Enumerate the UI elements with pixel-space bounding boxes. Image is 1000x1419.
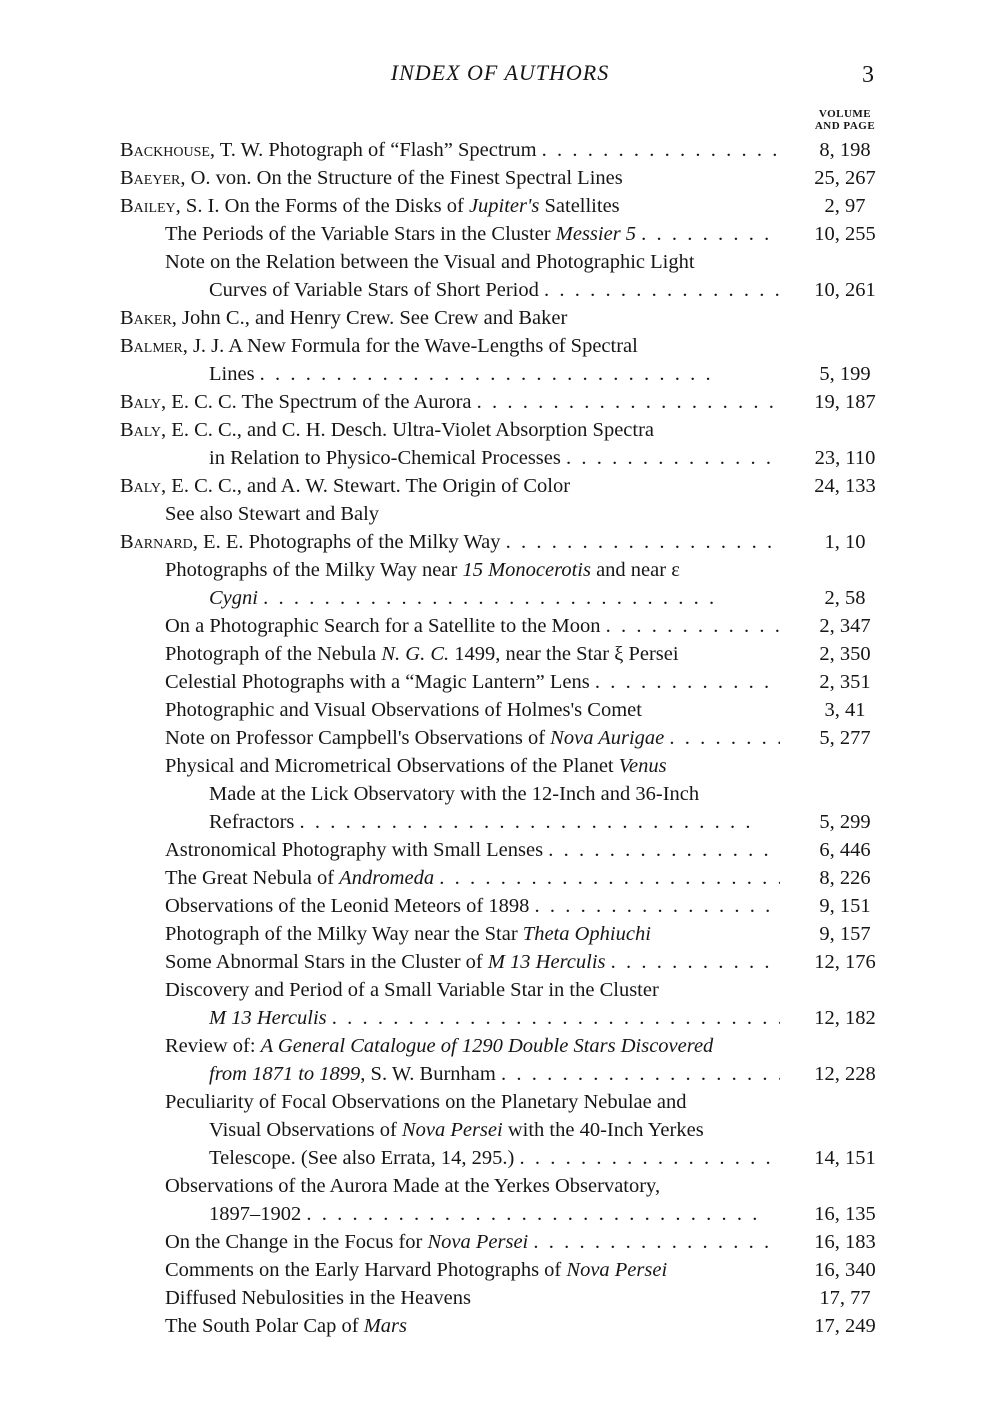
entry-italic: A General Catalogue of 1290 Double Stars Discovered [260, 1035, 714, 1057]
entry-title: Note on the Relation between the Visual and Photographic Light [165, 251, 695, 273]
volume-header-line: VOLUME [818, 108, 872, 120]
entry-title: Photograph of the Milky Way near the Star [165, 923, 523, 945]
volume-page: 2, 347 [819, 615, 871, 637]
dot-leader [664, 727, 780, 749]
entry-title: Telescope. (See also Errata, 14, 295.) [209, 1147, 515, 1169]
entry-text [120, 528, 780, 556]
entry-title: The South Polar Cap of [165, 1315, 364, 1337]
entry-text [120, 192, 780, 220]
entry-title: Comments on the Early Harvard Photographs of [165, 1259, 567, 1281]
entry-text [165, 1172, 780, 1200]
entry-title: Visual Observations of [209, 1119, 402, 1141]
entry-title: Diffused Nebulosities in the Heavens [165, 1287, 471, 1309]
volume-page: 2, 97 [824, 195, 866, 217]
volume-page: 16, 183 [814, 1231, 876, 1253]
entry-italic: Theta Ophiuchi [522, 923, 651, 945]
entry-text [165, 248, 780, 276]
entry-text [165, 1312, 780, 1340]
entry-title: , S. I. On the Forms of the Disks of [175, 195, 469, 217]
author-name: Baker [120, 307, 172, 329]
entry-title: Celestial Photographs with a “Magic Lantern” Lens [165, 671, 590, 693]
entry-title: Review of: [165, 1035, 261, 1057]
entry-text [165, 640, 780, 668]
entry-title: Photograph of the Nebula [165, 643, 382, 665]
volume-page: 2, 351 [819, 671, 871, 693]
entry-title: Refractors [209, 811, 295, 833]
entry-italic: M 13 Herculis [487, 951, 606, 973]
entry-text [165, 892, 780, 920]
index-entry [0, 388, 1000, 416]
entry-text [165, 836, 780, 864]
index-entry [0, 1228, 1000, 1256]
index-entry [0, 1032, 1000, 1060]
index-entry [0, 976, 1000, 1004]
index-entry [0, 1256, 1000, 1284]
volume-page: 19, 187 [814, 391, 876, 413]
index-entry [0, 1116, 1000, 1144]
entry-text [209, 1200, 780, 1228]
entry-text [165, 1228, 780, 1256]
entry-text [165, 1284, 780, 1312]
entry-title: On a Photographic Search for a Satellite to the Moon [165, 615, 601, 637]
dot-leader [601, 615, 780, 637]
index-entry [0, 220, 1000, 248]
entry-text [120, 416, 780, 444]
index-entry [0, 808, 1000, 836]
dot-leader [514, 1147, 780, 1169]
author-name: Baly [120, 419, 162, 441]
dot-leader [561, 447, 780, 469]
index-entry [0, 724, 1000, 752]
volume-page-header [805, 108, 885, 132]
entry-text [209, 808, 780, 836]
entry-title: Lines [209, 363, 255, 385]
dot-leader [258, 587, 714, 609]
entry-title: Note on Professor Campbell's Observations of [165, 727, 551, 749]
entry-italic: Nova Persei [566, 1259, 668, 1281]
volume-page: 8, 226 [819, 867, 871, 889]
entry-text [120, 472, 780, 500]
entry-text [165, 220, 780, 248]
entry-italic: N. G. C. [381, 643, 450, 665]
volume-page: 23, 110 [814, 447, 876, 469]
volume-page: 16, 135 [814, 1203, 876, 1225]
index-entries [0, 136, 1000, 1340]
entry-title: Discovery and Period of a Small Variable Star in the Cluster [165, 979, 659, 1001]
entry-title: 1897–1902 [209, 1203, 302, 1225]
volume-page: 1, 10 [824, 531, 866, 553]
entry-title-continued: and near ε [590, 559, 680, 581]
index-entry [0, 584, 1000, 612]
dot-leader [301, 1203, 757, 1225]
author-name: Barnard [120, 531, 193, 553]
volume-page: 17, 77 [819, 1287, 871, 1309]
index-entry [0, 528, 1000, 556]
dot-leader [294, 811, 750, 833]
author-name: Bailey [120, 195, 176, 217]
entry-title: Curves of Variable Stars of Short Period [209, 279, 539, 301]
volume-page: 6, 446 [819, 839, 871, 861]
index-entry [0, 948, 1000, 976]
volume-page: 17, 249 [814, 1315, 876, 1337]
entry-title: , E. C. C., and A. W. Stewart. The Origin of Color [161, 475, 571, 497]
entry-text [209, 360, 780, 388]
entry-title: Observations of the Leonid Meteors of 1898 [165, 895, 530, 917]
entry-text [165, 1256, 780, 1284]
dot-leader [528, 1231, 780, 1253]
page-header-line: AND PAGE [814, 120, 876, 132]
entry-italic: from 1871 to 1899 [209, 1063, 361, 1085]
volume-page: 9, 157 [819, 923, 871, 945]
entry-italic: M 13 Herculis [209, 1007, 327, 1029]
volume-page: 12, 228 [814, 1063, 876, 1085]
entry-title: Photographs of the Milky Way near [165, 559, 463, 581]
entry-title-continued: , S. W. Burnham [360, 1063, 496, 1085]
entry-text [209, 444, 780, 472]
dot-leader [590, 671, 780, 693]
volume-page: 5, 299 [819, 811, 871, 833]
volume-page: 12, 176 [814, 951, 876, 973]
entry-text [165, 1088, 780, 1116]
entry-text [165, 948, 780, 976]
dot-leader [529, 895, 780, 917]
entry-title: Observations of the Aurora Made at the Yerkes Observatory, [165, 1175, 661, 1197]
index-entry [0, 892, 1000, 920]
entry-text [120, 332, 780, 360]
entry-title: Peculiarity of Focal Observations on the Planetary Nebulae and [165, 1091, 687, 1113]
index-entry [0, 556, 1000, 584]
entry-italic: Jupiter's [468, 195, 540, 217]
entry-italic: Mars [363, 1315, 408, 1337]
entry-title-continued: 1499, near the Star ξ Persei [449, 643, 679, 665]
author-name: Backhouse [120, 139, 210, 161]
entry-text [120, 388, 780, 416]
index-entry [0, 1144, 1000, 1172]
index-entry [0, 1284, 1000, 1312]
index-entry [0, 332, 1000, 360]
entry-text [165, 920, 780, 948]
index-entry [0, 1312, 1000, 1340]
entry-title: , E. C. C., and C. H. Desch. Ultra-Violet Absorption Spectra [161, 419, 655, 441]
entry-italic: Nova Persei [401, 1119, 503, 1141]
author-name: Baeyer [120, 167, 181, 189]
entry-text [165, 500, 780, 528]
entry-title: On the Change in the Focus for [165, 1231, 428, 1253]
entry-title: The Great Nebula of [165, 867, 340, 889]
volume-page: 12, 182 [814, 1007, 876, 1029]
volume-page: 8, 198 [819, 139, 871, 161]
index-entry [0, 864, 1000, 892]
index-entry [0, 416, 1000, 444]
index-entry [0, 836, 1000, 864]
page-number: 3 [862, 62, 874, 88]
entry-title: , E. E. Photographs of the Milky Way [192, 531, 501, 553]
entry-title-continued: Satellites [539, 195, 620, 217]
entry-text [209, 276, 780, 304]
index-entry [0, 192, 1000, 220]
dot-leader [472, 391, 780, 413]
entry-text [165, 1032, 780, 1060]
volume-page: 5, 199 [819, 363, 871, 385]
index-entry [0, 304, 1000, 332]
volume-page: 5, 277 [819, 727, 871, 749]
dot-leader [434, 867, 780, 889]
index-entry [0, 1088, 1000, 1116]
entry-italic: Cygni [209, 587, 258, 609]
index-entry [0, 248, 1000, 276]
entry-title: Astronomical Photography with Small Lenses [165, 839, 544, 861]
index-entry [0, 668, 1000, 696]
entry-text [165, 556, 780, 584]
volume-page: 24, 133 [814, 475, 876, 497]
entry-title: Some Abnormal Stars in the Cluster of [165, 951, 488, 973]
index-entry [0, 1200, 1000, 1228]
entry-text [165, 612, 780, 640]
entry-title: Made at the Lick Observatory with the 12-Inch and 36-Inch [209, 783, 700, 805]
entry-italic: Messier 5 [555, 223, 637, 245]
entry-text [209, 1144, 780, 1172]
entry-title: Physical and Micrometrical Observations of the Planet [165, 755, 619, 777]
entry-text [209, 1004, 780, 1032]
index-entry [0, 500, 1000, 528]
volume-page: 10, 255 [814, 223, 876, 245]
volume-page: 3, 41 [824, 699, 866, 721]
entry-title: , E. C. C. The Spectrum of the Aurora [161, 391, 472, 413]
entry-title: , T. W. Photograph of “Flash” Spectrum [209, 139, 537, 161]
index-entry [0, 136, 1000, 164]
entry-italic: Venus [618, 755, 667, 777]
dot-leader [539, 279, 780, 301]
dot-leader [543, 839, 780, 861]
entry-text [165, 696, 780, 724]
dot-leader [327, 1007, 780, 1029]
entry-title: The Periods of the Variable Stars in the Cluster [165, 223, 556, 245]
entry-text [209, 584, 780, 612]
entry-text [165, 976, 780, 1004]
entry-text [165, 752, 780, 780]
entry-text [120, 136, 780, 164]
entry-italic: Nova Aurigae [550, 727, 665, 749]
entry-text [209, 780, 780, 808]
volume-page: 9, 151 [819, 895, 871, 917]
entry-italic: Nova Persei [427, 1231, 529, 1253]
index-entry [0, 164, 1000, 192]
index-entry [0, 640, 1000, 668]
entry-title: See also Stewart and Baly [165, 503, 380, 525]
entry-text [165, 864, 780, 892]
volume-page: 10, 261 [814, 279, 876, 301]
entry-text [120, 164, 780, 192]
entry-title-continued: with the 40-Inch Yerkes [502, 1119, 704, 1141]
index-entry [0, 360, 1000, 388]
entry-text [120, 304, 780, 332]
entry-title: , O. von. On the Structure of the Finest Spectral Lines [180, 167, 623, 189]
dot-leader [537, 139, 780, 161]
index-entry [0, 752, 1000, 780]
index-entry [0, 1172, 1000, 1200]
index-entry [0, 696, 1000, 724]
entry-title: Photographic and Visual Observations of Holmes's Comet [165, 699, 642, 721]
entry-text [209, 1116, 780, 1144]
dot-leader [606, 951, 780, 973]
author-name: Baly [120, 391, 162, 413]
dot-leader [636, 223, 780, 245]
index-entry [0, 1060, 1000, 1088]
entry-text [165, 668, 780, 696]
dot-leader [255, 363, 711, 385]
index-entry [0, 1004, 1000, 1032]
entry-title: , J. J. A New Formula for the Wave-Lengths of Spectral [182, 335, 638, 357]
volume-page: 14, 151 [814, 1147, 876, 1169]
entry-italic: 15 Monocerotis [462, 559, 591, 581]
dot-leader [496, 1063, 780, 1085]
index-entry [0, 780, 1000, 808]
running-title: INDEX OF AUTHORS [390, 60, 610, 85]
entry-title: in Relation to Physico-Chemical Processes [209, 447, 561, 469]
index-entry [0, 472, 1000, 500]
author-name: Balmer [120, 335, 183, 357]
entry-text [209, 1060, 780, 1088]
index-entry [0, 276, 1000, 304]
volume-page: 25, 267 [814, 167, 876, 189]
entry-text [165, 724, 780, 752]
author-name: Baly [120, 475, 162, 497]
entry-title: , John C., and Henry Crew. See Crew and Baker [171, 307, 568, 329]
volume-page: 2, 350 [819, 643, 871, 665]
entry-italic: Andromeda [339, 867, 435, 889]
index-entry [0, 444, 1000, 472]
volume-page: 2, 58 [824, 587, 866, 609]
dot-leader [501, 531, 780, 553]
volume-page: 16, 340 [814, 1259, 876, 1281]
index-entry [0, 920, 1000, 948]
index-entry [0, 612, 1000, 640]
